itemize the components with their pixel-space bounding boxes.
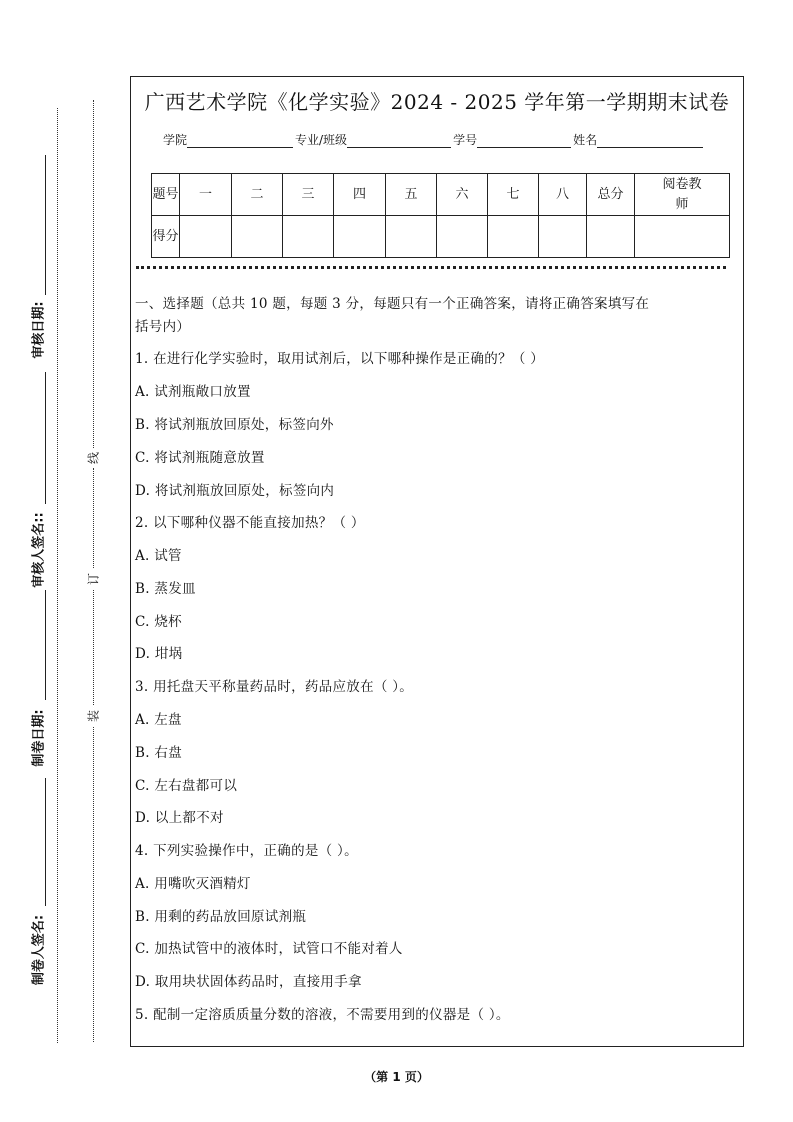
score-cell-5[interactable] — [386, 216, 437, 258]
reviewer-signature-line[interactable] — [45, 372, 46, 504]
score-row-header: 得分 — [152, 216, 180, 258]
question-3-option-c: C. 左右盘都可以 — [135, 778, 238, 794]
question-4-stem: 4. 下列实验操作中，正确的是（ ）。 — [135, 843, 358, 859]
major-class-label: 专业/班级 — [295, 133, 348, 147]
section-heading-line1: 一、选择题（总共 10 题，每题 3 分，每题只有一个正确答案，请将正确答案填写在 — [135, 296, 650, 312]
college-field[interactable] — [187, 133, 293, 148]
section-separator — [136, 266, 726, 269]
binding-line-segment-4 — [93, 727, 94, 1042]
review-date-line[interactable] — [45, 155, 46, 295]
major-class-field[interactable] — [347, 133, 451, 148]
question-number-header: 题号 — [152, 174, 180, 216]
score-col-7: 七 — [488, 174, 539, 216]
cut-line-outer — [57, 108, 58, 1043]
question-1-stem: 1. 在进行化学实验时，取用试剂后，以下哪种操作是正确的？（ ） — [135, 351, 545, 367]
question-2-option-a: A. 试管 — [135, 548, 182, 564]
score-cell-1[interactable] — [180, 216, 232, 258]
question-3-option-a: A. 左盘 — [135, 712, 182, 728]
paper-maker-signature-line[interactable] — [45, 778, 46, 906]
score-cell-6[interactable] — [437, 216, 488, 258]
score-col-2: 二 — [232, 174, 283, 216]
question-4-option-d: D. 取用块状固体药品时，直接用手拿 — [135, 974, 362, 990]
score-cell-2[interactable] — [232, 216, 283, 258]
score-cell-8[interactable] — [539, 216, 587, 258]
question-1-option-a: A. 试剂瓶敞口放置 — [135, 384, 251, 400]
score-col-3: 三 — [283, 174, 334, 216]
score-col-8: 八 — [539, 174, 587, 216]
question-1-option-b: B. 将试剂瓶放回原处，标签向外 — [135, 417, 334, 433]
name-label: 姓名 — [573, 133, 598, 147]
binding-line-segment-2 — [93, 468, 94, 568]
score-col-total: 总分 — [587, 174, 635, 216]
college-label: 学院 — [163, 133, 188, 147]
score-cell-total[interactable] — [587, 216, 635, 258]
score-table — [151, 173, 730, 258]
question-5-stem: 5. 配制一定溶质质量分数的溶液，不需要用到的仪器是（ ）。 — [135, 1007, 510, 1023]
question-2-stem: 2. 以下哪种仪器不能直接加热？（ ） — [135, 515, 365, 531]
score-cell-grader[interactable] — [635, 216, 730, 258]
question-2-option-c: C. 烧杯 — [135, 614, 182, 630]
score-col-6: 六 — [437, 174, 488, 216]
section-heading-line2: 括号内） — [135, 319, 191, 335]
paper-date-line[interactable] — [45, 590, 46, 700]
page-number: （第 1 页） — [364, 1070, 429, 1084]
question-2-option-b: B. 蒸发皿 — [135, 581, 196, 597]
score-col-1: 一 — [180, 174, 232, 216]
question-2-option-d: D. 坩埚 — [135, 646, 183, 662]
question-1-option-c: C. 将试剂瓶随意放置 — [135, 450, 265, 466]
student-info-row — [163, 131, 705, 148]
student-id-field[interactable] — [477, 133, 571, 148]
score-col-5: 五 — [386, 174, 437, 216]
score-cell-3[interactable] — [283, 216, 334, 258]
question-4-option-c: C. 加热试管中的液体时，试管口不能对着人 — [135, 941, 403, 957]
score-col-4: 四 — [334, 174, 386, 216]
score-col-grader: 阅卷教师 — [635, 174, 730, 216]
question-3-option-d: D. 以上都不对 — [135, 810, 224, 826]
binding-line-segment-1 — [93, 100, 94, 448]
question-3-stem: 3. 用托盘天平称量药品时，药品应放在（ ）。 — [135, 679, 414, 695]
exam-title: 广西艺术学院《化学实验》2024 - 2025 学年第一学期期末试卷 — [144, 90, 730, 114]
student-id-label: 学号 — [453, 133, 478, 147]
binding-line-segment-3 — [93, 590, 94, 705]
name-field[interactable] — [597, 133, 703, 148]
question-1-option-d: D. 将试剂瓶放回原处，标签向内 — [135, 483, 335, 499]
question-4-option-b: B. 用剩的药品放回原试剂瓶 — [135, 909, 307, 925]
question-4-option-a: A. 用嘴吹灭酒精灯 — [135, 876, 251, 892]
score-cell-7[interactable] — [488, 216, 539, 258]
score-cell-4[interactable] — [334, 216, 386, 258]
question-3-option-b: B. 右盘 — [135, 745, 183, 761]
